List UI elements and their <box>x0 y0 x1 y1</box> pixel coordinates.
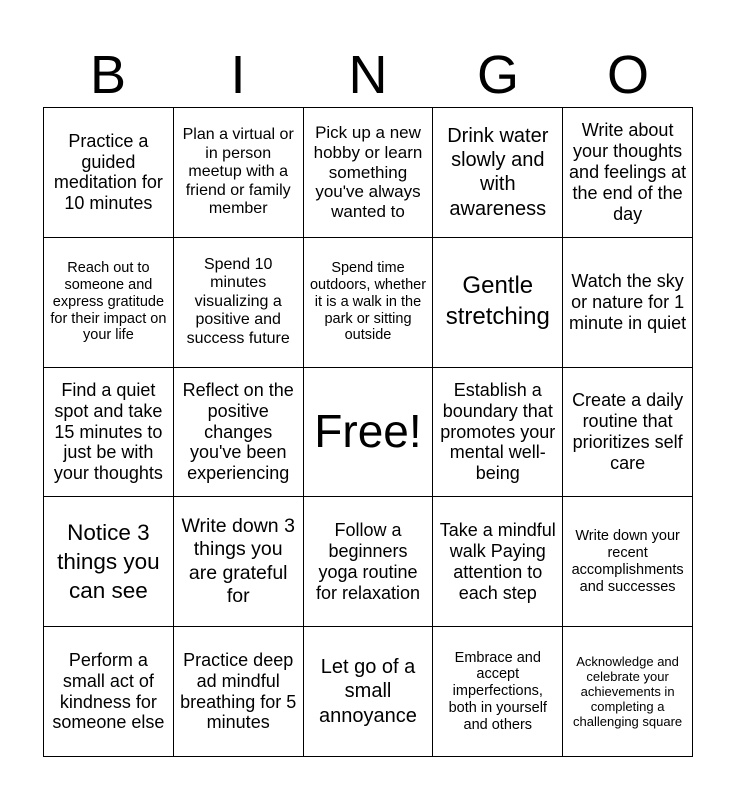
bingo-square[interactable]: Establish a boundary that promotes your mental well-being <box>433 368 563 498</box>
bingo-square[interactable]: Gentle stretching <box>433 238 563 368</box>
bingo-square[interactable]: Reach out to someone and express gratitude for their impact on your life <box>44 238 174 368</box>
bingo-square[interactable]: Plan a virtual or in person meetup with a friend or family member <box>174 108 304 238</box>
free-square[interactable]: Free! <box>304 368 434 498</box>
bingo-square[interactable]: Take a mindful walk Paying attention to each step <box>433 497 563 627</box>
header-letter-o: O <box>606 45 649 105</box>
header-letter-n: N <box>348 45 388 105</box>
header-letter-g: G <box>476 45 519 105</box>
bingo-square[interactable]: Notice 3 things you can see <box>44 497 174 627</box>
bingo-square[interactable]: Create a daily routine that prioritizes self care <box>563 368 693 498</box>
bingo-square[interactable]: Write down 3 things you are grateful for <box>174 497 304 627</box>
bingo-header <box>43 44 693 106</box>
bingo-square[interactable]: Pick up a new hobby or learn something you've always wanted to <box>304 108 434 238</box>
bingo-square[interactable]: Practice a guided meditation for 10 minutes <box>44 108 174 238</box>
bingo-square[interactable]: Acknowledge and celebrate your achievements in completing a challenging square <box>563 627 693 757</box>
bingo-grid <box>43 107 693 757</box>
bingo-square[interactable]: Reflect on the positive changes you've been experiencing <box>174 368 304 498</box>
bingo-square[interactable]: Practice deep ad mindful breathing for 5 minutes <box>174 627 304 757</box>
bingo-square[interactable]: Write about your thoughts and feelings at the end of the day <box>563 108 693 238</box>
bingo-square[interactable]: Find a quiet spot and take 15 minutes to just be with your thoughts <box>44 368 174 498</box>
bingo-square[interactable]: Spend time outdoors, whether it is a walk in the park or sitting outside <box>304 238 434 368</box>
bingo-square[interactable]: Follow a beginners yoga routine for relaxation <box>304 497 434 627</box>
bingo-square[interactable]: Watch the sky or nature for 1 minute in quiet <box>563 238 693 368</box>
bingo-square[interactable]: Drink water slowly and with awareness <box>433 108 563 238</box>
bingo-square[interactable]: Let go of a small annoyance <box>304 627 434 757</box>
bingo-square[interactable]: Spend 10 minutes visualizing a positive and success future <box>174 238 304 368</box>
header-letter-i: I <box>230 45 246 105</box>
bingo-square[interactable]: Perform a small act of kindness for someone else <box>44 627 174 757</box>
bingo-square[interactable]: Embrace and accept imperfections, both in yourself and others <box>433 627 563 757</box>
bingo-square[interactable]: Write down your recent accomplishments and successes <box>563 497 693 627</box>
header-letter-b: B <box>89 45 127 105</box>
